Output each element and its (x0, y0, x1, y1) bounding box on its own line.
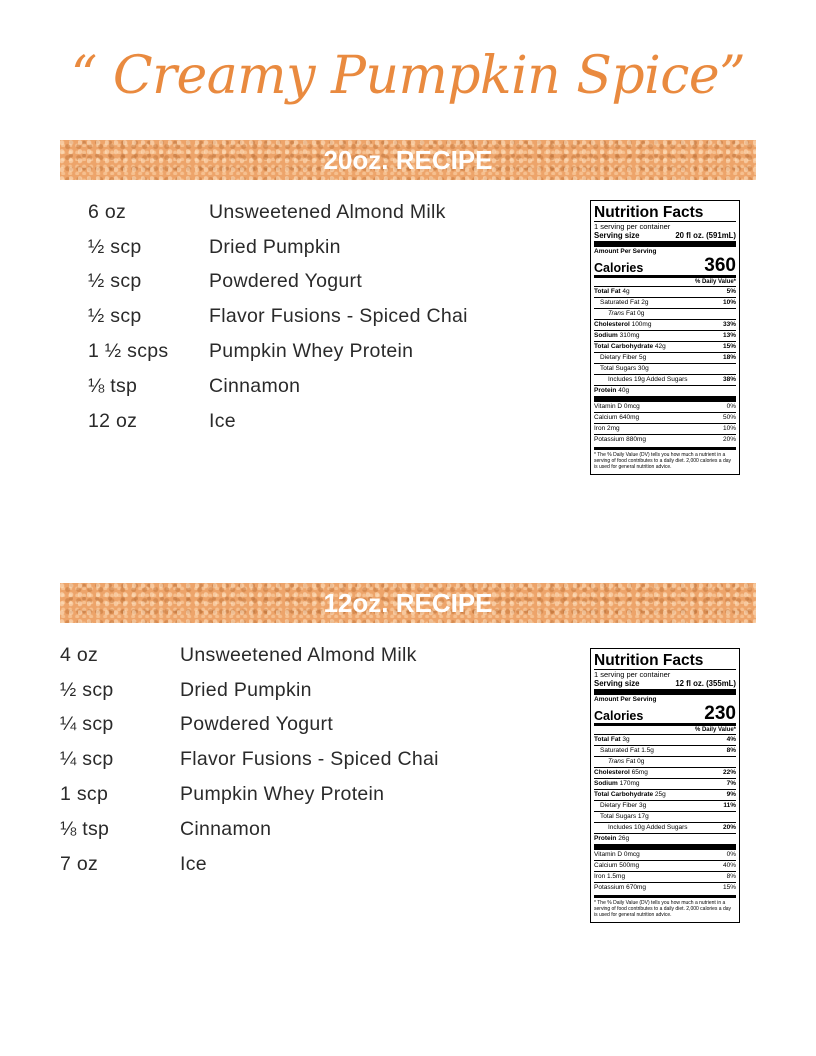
ingredient-qty: ¼ scp (60, 748, 114, 771)
ingredient-name: Flavor Fusions - Spiced Chai (180, 748, 439, 771)
list-item (88, 230, 468, 265)
ingredient-qty: 6 oz (88, 200, 127, 223)
ingredient-qty: 1 ½ scps (88, 340, 169, 363)
nutrient-row: Iron 2mg 10% (594, 424, 736, 435)
nutrition-label-20oz (590, 200, 740, 475)
list-item (60, 812, 439, 847)
serving-size (594, 679, 736, 688)
list-item (88, 299, 468, 334)
ingredient-qty: 12 oz (88, 409, 138, 432)
page-title: “ Creamy Pumpkin Spice” (70, 46, 746, 106)
list-item (60, 673, 439, 708)
list-item (88, 334, 468, 369)
ingredient-name: Dried Pumpkin (209, 235, 341, 258)
nutrition-footnote: * The % Daily Value (DV) tells you how much a nutrient in a serving of food contributes to a daily diet. 2,000 calories a day is used for general nutrition advice. (594, 447, 736, 470)
serving-size-label: Serving size (594, 231, 640, 240)
ingredient-name: Flavor Fusions - Spiced Chai (209, 305, 468, 328)
nutrient-row: Vitamin D 0mcg 0% (594, 402, 736, 413)
ingredient-qty: 4 oz (60, 643, 99, 666)
nutrient-row: Trans Fat 0g (594, 757, 736, 768)
list-item (60, 847, 439, 882)
nutrient-row: Dietary Fiber 3g 11% (594, 801, 736, 812)
ingredient-qty: ⅛ tsp (88, 374, 138, 397)
ingredient-name: Pumpkin Whey Protein (209, 340, 414, 363)
ingredient-name: Ice (180, 852, 207, 875)
calories-row (594, 704, 736, 723)
nutrient-row: Total Fat 3g 4% (594, 735, 736, 746)
ingredient-name: Cinnamon (180, 817, 272, 840)
recipe-heading-20oz: 20oz. RECIPE (60, 140, 756, 180)
calories-value: 360 (704, 255, 736, 276)
nutrient-row: Trans Fat 0g (594, 309, 736, 320)
nutrient-row: Protein 40g (594, 386, 736, 402)
nutrient-row: Saturated Fat 2g 10% (594, 298, 736, 309)
serving-size (594, 231, 736, 240)
ingredient-qty: ½ scp (88, 270, 142, 293)
amount-per-serving: Amount Per Serving (594, 248, 657, 255)
nutrient-row: Saturated Fat 1.5g 8% (594, 746, 736, 757)
nutrient-row: Cholesterol 65mg 22% (594, 768, 736, 779)
ingredient-name: Dried Pumpkin (180, 678, 312, 701)
ingredient-name: Powdered Yogurt (180, 713, 334, 736)
ingredient-list-20oz (88, 195, 468, 439)
calories-row (594, 256, 736, 275)
ingredient-qty: 1 scp (60, 783, 109, 806)
nutrient-row: Includes 19g Added Sugars 38% (594, 375, 736, 386)
serving-size-value: 20 fl oz. (591mL) (675, 231, 736, 240)
nutrition-header: Nutrition Facts (594, 652, 736, 670)
ingredient-qty: ½ scp (60, 678, 114, 701)
nutrition-header: Nutrition Facts (594, 204, 736, 222)
list-item (88, 265, 468, 300)
serving-size-value: 12 fl oz. (355mL) (675, 679, 736, 688)
ingredient-name: Unsweetened Almond Milk (209, 200, 446, 223)
calories-label: Calories (594, 261, 644, 275)
list-item (88, 195, 468, 230)
ingredient-qty: ⅛ tsp (60, 817, 110, 840)
nutrient-row: Cholesterol 100mg 33% (594, 320, 736, 331)
ingredient-name: Pumpkin Whey Protein (180, 783, 385, 806)
ingredient-name: Powdered Yogurt (209, 270, 363, 293)
nutrient-row: Includes 10g Added Sugars 20% (594, 823, 736, 834)
calories-label: Calories (594, 709, 644, 723)
ingredient-name: Cinnamon (209, 374, 301, 397)
servings-per-container: 1 serving per container (594, 222, 671, 231)
servings-per-container: 1 serving per container (594, 670, 671, 679)
ingredient-qty: ½ scp (88, 305, 142, 328)
nutrient-row: Total Carbohydrate 42g 15% (594, 342, 736, 353)
nutrient-row: Total Sugars 30g (594, 364, 736, 375)
nutrient-row: Sodium 170mg 7% (594, 779, 736, 790)
list-item (60, 638, 439, 673)
nutrient-row: Potassium 670mg 15% (594, 884, 736, 891)
nutrient-row: Vitamin D 0mcg 0% (594, 850, 736, 861)
nutrient-row: Total Fat 4g 5% (594, 287, 736, 298)
ingredient-qty: 7 oz (60, 852, 99, 875)
nutrient-row: Potassium 880mg 20% (594, 436, 736, 443)
nutrient-row: Calcium 500mg 40% (594, 861, 736, 872)
nutrient-row: Protein 26g (594, 834, 736, 850)
ingredient-qty: ¼ scp (60, 713, 114, 736)
ingredient-name: Ice (209, 409, 236, 432)
nutrition-label-12oz (590, 648, 740, 923)
daily-value-header: % Daily Value* (594, 726, 736, 735)
ingredient-list-12oz (60, 638, 439, 882)
nutrient-row: Dietary Fiber 5g 18% (594, 353, 736, 364)
calories-value: 230 (704, 703, 736, 724)
recipe-heading-12oz: 12oz. RECIPE (60, 583, 756, 623)
list-item (60, 708, 439, 743)
nutrition-footnote: * The % Daily Value (DV) tells you how much a nutrient in a serving of food contributes to a daily diet. 2,000 calories a day is used for general nutrition advice. (594, 895, 736, 918)
serving-size-label: Serving size (594, 679, 640, 688)
list-item (88, 369, 468, 404)
daily-value-header: % Daily Value* (594, 278, 736, 287)
nutrient-row: Total Carbohydrate 25g 9% (594, 790, 736, 801)
nutrient-row: Calcium 640mg 50% (594, 413, 736, 424)
nutrient-row: Total Sugars 17g (594, 812, 736, 823)
list-item (88, 404, 468, 439)
nutrient-row: Iron 1.5mg 8% (594, 872, 736, 883)
list-item (60, 742, 439, 777)
list-item (60, 777, 439, 812)
amount-per-serving: Amount Per Serving (594, 696, 657, 703)
nutrient-row: Sodium 310mg 13% (594, 331, 736, 342)
ingredient-qty: ½ scp (88, 235, 142, 258)
ingredient-name: Unsweetened Almond Milk (180, 643, 417, 666)
